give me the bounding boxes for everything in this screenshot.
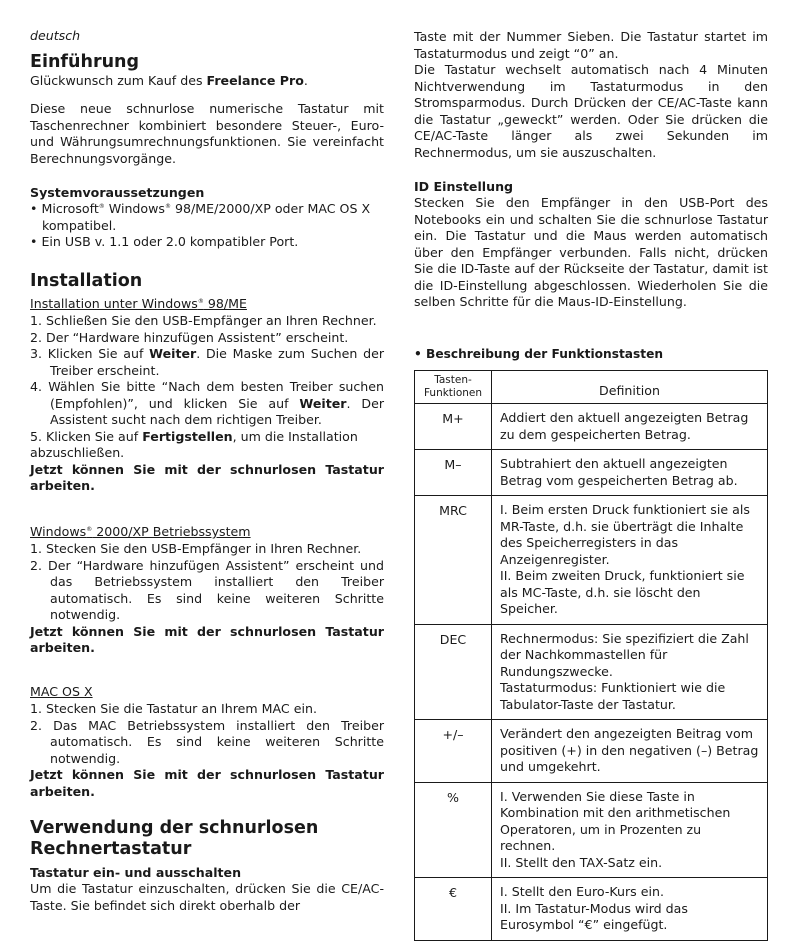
done-note: Jetzt können Sie mit der schnurlosen Tastatur arbeiten. [30,461,384,493]
definition-cell: Rechnermodus: Sie spezifiziert die Zahl der Nachkommastellen für Rundungszwecke. Tastaturmodus: Funktioniert wie die Tabulator-Taste der Tastatur. [492,624,768,720]
product-name: Freelance Pro [206,73,304,88]
id-heading: ID Einstellung [414,179,514,194]
win2000-steps [30,541,384,657]
definition-cell: I. Verwenden Sie diese Taste in Kombination mit den arithmetischen Operatoren, um in Prozenten zu rechnen. II. Stellt den TAX-Satz ein. [492,782,768,878]
intro-description: Diese neue schnurlose numerische Tastatur mit Taschenrechner kombiniert besondere Steuer-, Euro- und Währungsumrechnungsfunktionen. Sie vereinfacht Berechnungsvorgänge. [30,101,384,166]
system-list [30,201,384,251]
list-item: 2. Der “Hardware hinzufügen Assistent” erscheint und das Betriebssystem installiert den Treiber automatisch. Es sind keine weiteren Schritte notwendig. [30,557,384,622]
key-cell: +/– [415,720,492,783]
onoff-text-left: Um die Tastatur einzuschalten, drücken Sie die CE/AC-Taste. Sie befindet sich direkt oberhalb der [30,881,384,913]
onoff-heading: Tastatur ein- und ausschalten [30,865,242,880]
definition-cell: I. Stellt den Euro-Kurs ein. II. Im Tastatur-Modus wird das Eurosymbol “€” eingefügt. [492,878,768,941]
definition-cell: Addiert den aktuell angezeigten Betrag zu dem gespeicherten Betrag. [492,404,768,450]
list-item: 3. Klicken Sie auf Weiter. Die Maske zum Suchen der Treiber erscheint. [30,346,384,378]
usage-heading: Verwendung der schnurlosen Rechnertastatur [30,818,319,859]
intro-heading: Einführung [30,52,140,72]
done-note: Jetzt können Sie mit der schnurlosen Tastatur arbeiten. [30,767,384,799]
win98-steps [30,313,384,495]
id-text: Stecken Sie den Empfänger in den USB-Port des Notebooks ein und schalten Sie die schnurlose Tastatur ein. Die Tastatur und die Maus werden automatisch über den Empfänger verbunden. Falls nicht, drücken Sie die ID-Taste auf der Rückseite der Tastatur, damit ist die ID-Einstellung abgeschlossen. Wiederholen Sie die selben Schritte für die Maus-ID-Einstellung. [414,195,768,309]
language-label: deutsch [30,28,81,43]
key-cell: MRC [415,496,492,625]
sleep-text: Die Tastatur wechselt automatisch nach 4 Minuten Nichtverwendung im Tastaturmodus in den Stromsparmodus. Durch Drücken der CE/AC-Taste kann die Tastatur „geweckt” werden. Oder Sie drücken die CE/AC-Taste länger als zwei Sekunden im Rechnermodus, um sie auszuschalten. [414,62,768,160]
list-item: 2. Das MAC Betriebssystem installiert den Treiber automatisch. Es sind keine weiteren Schritte notwendig. [30,717,384,766]
key-cell: DEC [415,624,492,720]
list-item: • Ein USB v. 1.1 oder 2.0 kompatibler Port. [30,234,299,249]
mac-title: MAC OS X [30,684,93,699]
list-item: 5. Klicken Sie auf Fertigstellen, um die Installation abzuschließen. [30,428,358,460]
definition-cell: I. Beim ersten Druck funktioniert sie als MR-Taste, d.h. sie überträgt die Inhalte des Speicherregisters in das Anzeigenregister. II. Beim zweiten Druck, funktioniert sie als MC-Taste, d.h. sie löscht den Speicher. [492,496,768,625]
done-note: Jetzt können Sie mit der schnurlosen Tastatur arbeiten. [30,623,384,655]
column-header-definition: Definition [492,371,768,404]
table-row [415,878,768,941]
list-item: 4. Wählen Sie bitte “Nach dem besten Treiber suchen (Empfohlen)”, und klicken Sie auf Weiter. Der Assistent sucht nach dem richtigen Treiber. [30,379,385,427]
congrats-text: Glückwunsch zum Kauf des Freelance Pro. [30,73,308,88]
list-item: • Microsoft® Windows® 98/ME/2000/XP oder MAC OS X kompatibel. [30,201,371,233]
win98-title: Installation unter Windows® 98/ME [30,296,247,311]
table-row [415,404,768,450]
table-row [415,782,768,878]
column-header-key: Tasten- Funktionen [415,371,492,404]
key-cell: M– [415,450,492,496]
table-row [415,496,768,625]
functions-heading: • Beschreibung der Funktionstasten [414,347,664,361]
table-header-row [415,371,768,404]
function-keys-table [414,370,768,941]
table-row [415,720,768,783]
table-row [415,450,768,496]
mac-steps [30,701,384,800]
key-cell: € [415,878,492,941]
table-row [415,624,768,720]
list-item: 1. Stecken Sie den USB-Empfänger in Ihren Rechner. [30,541,362,556]
installation-heading: Installation [30,271,143,291]
list-item: 1. Schließen Sie den USB-Empfänger an Ihren Rechner. [30,313,377,328]
system-heading: Systemvoraussetzungen [30,185,205,200]
key-cell: % [415,782,492,878]
key-cell: M+ [415,404,492,450]
definition-cell: Subtrahiert den aktuell angezeigten Betrag vom gespeicherten Betrag ab. [492,450,768,496]
win2000-title: Windows® 2000/XP Betriebssystem [30,524,251,539]
onoff-text-right: Taste mit der Nummer Sieben. Die Tastatur startet im Tastaturmodus und zeigt “0” an. [414,29,768,61]
list-item: 1. Stecken Sie die Tastatur an Ihrem MAC ein. [30,701,317,716]
definition-cell: Verändert den angezeigten Beitrag vom positiven (+) in den negativen (–) Betrag und umgekehrt. [492,720,768,783]
list-item: 2. Der “Hardware hinzufügen Assistent” erscheint. [30,329,349,345]
